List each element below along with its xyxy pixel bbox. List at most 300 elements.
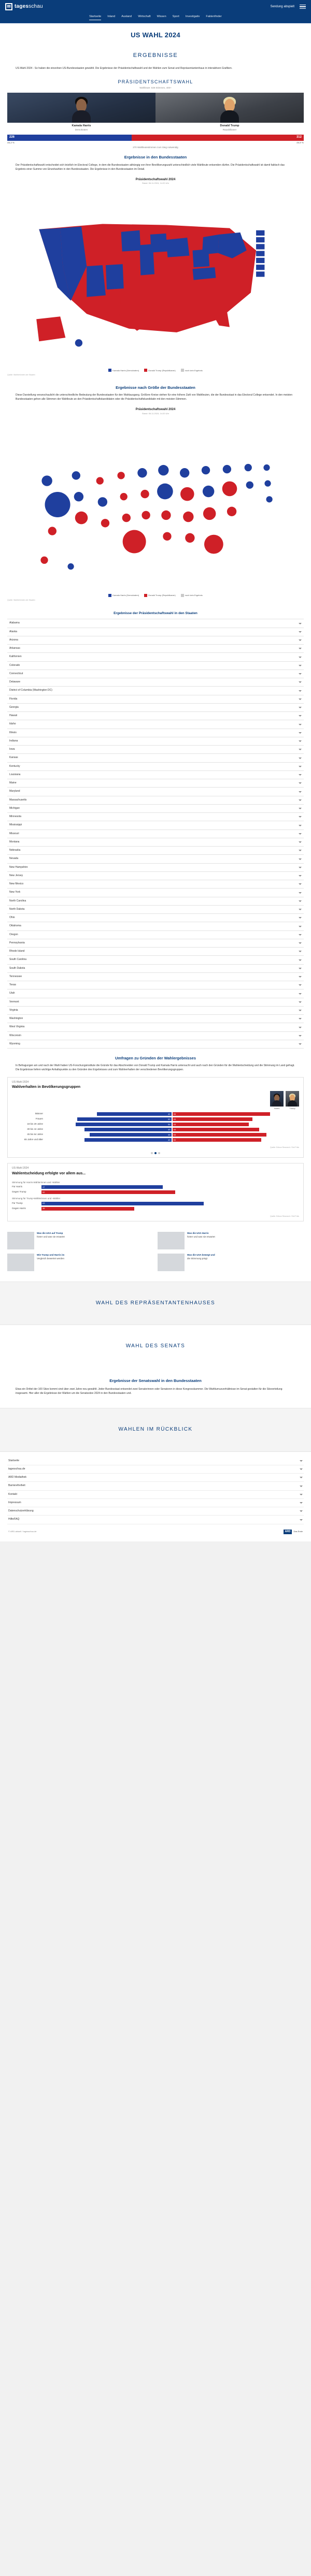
state-label: Louisiana: [9, 773, 21, 776]
chevron-down-icon[interactable]: [299, 1043, 302, 1045]
electoral-percent-row: [7, 141, 304, 145]
state-row[interactable]: [7, 619, 304, 628]
chart1-bar-trump: 50: [173, 1138, 261, 1142]
teaser-col-left: [7, 1232, 153, 1275]
state-row[interactable]: [7, 729, 304, 737]
chevron-down-icon[interactable]: [299, 724, 302, 725]
state-label: Texas: [9, 983, 17, 987]
state-label: West Virginia: [9, 1025, 25, 1029]
chart-card-motivation: [7, 1163, 304, 1221]
presidential-heading: PRÄSIDENTSCHAFTSWAHL: [118, 79, 193, 84]
chevron-down-icon[interactable]: [300, 1477, 303, 1478]
map1-source: Quelle: Wahlbehörden der Staaten: [7, 374, 35, 376]
state-row[interactable]: [7, 855, 304, 863]
map1-legend-trump: [144, 369, 175, 372]
state-row[interactable]: [7, 687, 304, 695]
chevron-down-icon[interactable]: [299, 766, 302, 767]
state-row[interactable]: [7, 813, 304, 821]
chart1-group-row: [12, 1128, 299, 1131]
footer-link[interactable]: [7, 1491, 304, 1499]
map2-stand: Stand: 06.11.2024, 14:20 Uhr: [142, 412, 169, 415]
brand-secondary: schau: [29, 3, 43, 9]
state-label: North Dakota: [9, 907, 25, 911]
state-row[interactable]: [7, 737, 304, 746]
state-label: Virginia: [9, 1008, 18, 1012]
teaser-grid: [0, 1227, 311, 1282]
state-label: Minnesota: [9, 815, 22, 819]
chart1-group-label: 45 bis 64 Jahre: [27, 1133, 43, 1136]
state-label: Tennessee: [9, 974, 22, 978]
chart1-bar-harris: 49: [84, 1138, 172, 1142]
footer-link[interactable]: [7, 1516, 304, 1524]
text-block-states: [0, 151, 311, 174]
state-row[interactable]: [7, 712, 304, 720]
chevron-down-icon[interactable]: [299, 1027, 302, 1028]
chevron-down-icon[interactable]: [300, 1468, 303, 1470]
chevron-down-icon[interactable]: [299, 892, 302, 894]
chevron-down-icon[interactable]: [299, 665, 302, 666]
footer-link-label: Startseite: [8, 1459, 20, 1462]
teaser-image: [158, 1254, 185, 1271]
chart2-s2-row: [12, 1202, 299, 1205]
chart1-group-bars: [45, 1138, 299, 1142]
state-label: Indiana: [9, 739, 18, 743]
chevron-down-icon[interactable]: [299, 749, 302, 750]
state-row[interactable]: [7, 670, 304, 678]
chevron-down-icon[interactable]: [299, 984, 302, 986]
state-label: Mississippi: [9, 823, 22, 827]
chevron-down-icon[interactable]: [299, 758, 302, 759]
candidate-harris-photo: [7, 93, 156, 123]
state-row[interactable]: [7, 948, 304, 956]
chevron-down-icon[interactable]: [299, 782, 302, 784]
ard-badge: ARD: [284, 1530, 292, 1534]
footer-link[interactable]: [7, 1465, 304, 1474]
ard-logo[interactable]: [284, 1530, 303, 1534]
state-row[interactable]: [7, 746, 304, 754]
state-row[interactable]: [7, 805, 304, 813]
chart1-group-row: [12, 1138, 299, 1142]
state-row[interactable]: [7, 830, 304, 838]
map2-legend-none: [181, 594, 203, 597]
trump-percent: 49,9 %: [296, 141, 304, 144]
chevron-down-icon[interactable]: [299, 858, 302, 860]
chart1-group-bars: [45, 1123, 299, 1126]
text-block-size: [0, 381, 311, 405]
chart1-bar-harris: 49: [84, 1128, 172, 1131]
chevron-down-icon[interactable]: [299, 976, 302, 978]
chevron-down-icon[interactable]: [299, 648, 302, 649]
presidential-stand: Wahlleute: 538 Stimmen, 400+: [139, 86, 172, 89]
chart2-s2-bar: 63: [41, 1202, 204, 1205]
state-label: Hawaii: [9, 714, 18, 718]
chevron-down-icon[interactable]: [299, 825, 302, 826]
chevron-down-icon[interactable]: [299, 799, 302, 801]
chart1-face-trump-name: Trump: [289, 1107, 295, 1110]
chevron-down-icon[interactable]: [299, 791, 302, 793]
map2-legend-harris: [108, 594, 139, 597]
state-label: Oregon: [9, 933, 18, 936]
footer-link[interactable]: [7, 1474, 304, 1482]
footer-link-label: tagesschau.de: [8, 1467, 25, 1471]
footer-link-label: Barrierefreiheit: [8, 1484, 25, 1488]
state-row[interactable]: [7, 720, 304, 729]
chevron-down-icon[interactable]: [299, 850, 302, 851]
state-row[interactable]: [7, 628, 304, 636]
state-row[interactable]: [7, 788, 304, 796]
candidate-harris-name: Kamala Harris: [72, 124, 91, 128]
chevron-down-icon[interactable]: [299, 909, 302, 910]
text-block-size-body: Diese Darstellung veranschaulicht die unterschiedliche Bedeutung der Bundesstaaten für den Wahlausgang. Größere Kreise stehen für eine höhere Zahl von Wahlleuten, die der Bundesstaat in das Electoral College entsendet. In den meisten Bundesstaaten gehen alle Stimmen der Wahlleute an den Präsidentschaftskandidaten oder die Präsidentschaftskandidatin mit den meisten Stimmen.: [16, 394, 293, 401]
map1-legend-none-label: noch kein Ergebnis: [185, 369, 203, 372]
state-label: Idaho: [9, 722, 16, 726]
state-row[interactable]: [7, 763, 304, 771]
state-label: Alabama: [9, 621, 20, 625]
state-row[interactable]: [7, 922, 304, 930]
chevron-down-icon[interactable]: [299, 732, 302, 734]
chevron-down-icon[interactable]: [299, 639, 302, 641]
chevron-down-icon[interactable]: [299, 715, 302, 717]
state-label: Washington: [9, 1017, 23, 1021]
chevron-down-icon[interactable]: [299, 673, 302, 675]
state-row[interactable]: [7, 973, 304, 981]
state-row[interactable]: [7, 695, 304, 704]
chart1-bar-harris: 46: [90, 1133, 171, 1137]
nav-item-4[interactable]: Wissen: [157, 15, 166, 18]
nav-item-2[interactable]: Ausland: [121, 15, 132, 18]
state-row[interactable]: [7, 1023, 304, 1031]
footer-link-label: Impressum: [8, 1501, 21, 1504]
results-note: US-Wahl 2024 - So haben die einzelnen US-Bundesstaaten gewählt. Die Ergebnisse der Präsidentschaftswahl und der Wahlen zum Senat und Repräsentantenhaus in interaktiven Grafiken.: [16, 66, 233, 70]
state-label: Colorado: [9, 663, 20, 667]
harris-percent: 48,3 %: [7, 141, 15, 144]
state-row[interactable]: [7, 872, 304, 880]
chart2-head: [8, 1163, 303, 1177]
state-row[interactable]: [7, 1007, 304, 1015]
state-row[interactable]: [7, 653, 304, 661]
chart1-dot-1[interactable]: [154, 1152, 157, 1154]
state-row[interactable]: [7, 636, 304, 645]
state-row[interactable]: [7, 754, 304, 762]
state-row[interactable]: [7, 704, 304, 712]
chart1-bar-trump: 53: [173, 1133, 266, 1137]
state-label: Utah: [9, 992, 15, 995]
chevron-down-icon[interactable]: [299, 942, 302, 944]
state-row[interactable]: [7, 847, 304, 855]
chevron-down-icon[interactable]: [299, 841, 302, 843]
chart2-s1-label: Für Harris: [12, 1185, 22, 1188]
results-note-block: [0, 62, 311, 74]
chevron-down-icon[interactable]: [299, 774, 302, 776]
footer-link[interactable]: [7, 1499, 304, 1507]
footer-link-label: Hilfe/FAQ: [8, 1518, 20, 1521]
nav-item-3[interactable]: Wirtschaft: [138, 15, 151, 18]
state-label: New Mexico: [9, 882, 24, 886]
map1-choropleth[interactable]: [7, 187, 304, 367]
teaser-sub: Vergleich bewertet werden: [37, 1257, 65, 1260]
map1-stand: Stand: 06.11.2024, 14:20 Uhr: [142, 182, 169, 185]
footer-link[interactable]: [7, 1457, 304, 1465]
teaser-item[interactable]: [7, 1254, 153, 1271]
map2-source: Quelle: Wahlbehörden der Staaten: [7, 599, 35, 601]
state-row[interactable]: [7, 1015, 304, 1023]
teaser-title: Was die USA Harris: [187, 1231, 209, 1234]
chart1-bar-harris: 53: [77, 1117, 171, 1121]
state-label: Michigan: [9, 806, 20, 810]
state-row[interactable]: [7, 931, 304, 939]
footer-link-label: ARD Mediathek: [8, 1476, 27, 1479]
top-bar: [0, 0, 311, 13]
state-row[interactable]: [7, 906, 304, 914]
chevron-down-icon[interactable]: [299, 934, 302, 936]
map1-legend-trump-label: Donald Trump (Republikaner): [148, 369, 176, 372]
candidate-harris: [7, 93, 156, 132]
page-title-band: [0, 23, 311, 43]
state-label: North Carolina: [9, 899, 26, 903]
chart2-s1-row: [12, 1185, 299, 1189]
chevron-down-icon[interactable]: [299, 707, 302, 708]
states-accordion-title: Ergebnisse der Präsidentschaftswahl in den Staaten: [114, 612, 197, 616]
map1-legend-harris: [108, 369, 139, 372]
state-row[interactable]: [7, 1040, 304, 1049]
candidate-trump-photo: [156, 93, 304, 123]
candidates-row: [0, 93, 311, 132]
teaser-col-right: [158, 1232, 304, 1275]
chart1-group-label: 65 Jahre und älter: [24, 1138, 43, 1141]
chevron-down-icon[interactable]: [299, 951, 302, 952]
teaser-item[interactable]: [7, 1232, 153, 1249]
chart2-s1-bar: 47: [41, 1185, 163, 1189]
state-label: South Dakota: [9, 966, 25, 970]
chart2-source: Quelle: Edison Research / Exit Polls: [270, 1215, 299, 1217]
chart1-group-row: [12, 1112, 299, 1116]
map1-legend: [0, 367, 311, 373]
banner-senate[interactable]: WAHL DES SENATS: [0, 1325, 311, 1368]
electoral-threshold-note: 270 Wahlleutestimmen zum Sieg notwendig: [133, 146, 178, 149]
nav-item-6[interactable]: Investigativ: [185, 15, 200, 18]
state-row[interactable]: [7, 821, 304, 829]
teaser-image: [158, 1232, 185, 1249]
chevron-down-icon[interactable]: [299, 623, 302, 624]
survey-heading: Umfragen zu Gründen der Wahlergebnisses: [115, 1056, 196, 1061]
map2-title: Präsidentschaftswahl 2024: [135, 408, 176, 412]
brand-logo[interactable]: [5, 3, 43, 11]
teaser-sub: hinter und was sie erwartet: [37, 1235, 65, 1239]
state-label: Montana: [9, 840, 20, 843]
chart1-dot-2[interactable]: [158, 1152, 160, 1154]
map1-svg[interactable]: [7, 187, 304, 367]
chevron-down-icon[interactable]: [299, 959, 302, 961]
tagesschau-mark-icon: [5, 3, 12, 10]
text-block-states-title: Ergebnisse in den Bundesstaaten: [124, 154, 187, 159]
chevron-down-icon[interactable]: [299, 867, 302, 868]
nav-item-7[interactable]: Faktenfinder: [206, 15, 222, 18]
state-row[interactable]: [7, 796, 304, 805]
state-row[interactable]: [7, 645, 304, 653]
chevron-down-icon[interactable]: [299, 631, 302, 633]
state-row[interactable]: [7, 998, 304, 1007]
chevron-down-icon[interactable]: [299, 1035, 302, 1037]
state-label: Illinois: [9, 731, 17, 734]
electoral-bar: [7, 135, 304, 141]
state-label: Maryland: [9, 790, 20, 793]
state-row[interactable]: [7, 981, 304, 989]
chart2-title: Wahlentscheidung erfolgte vor allem aus...: [12, 1171, 86, 1175]
footer-link[interactable]: [7, 1507, 304, 1516]
footer-bottom: [0, 1524, 311, 1541]
chevron-down-icon[interactable]: [299, 926, 302, 927]
state-label: Delaware: [9, 680, 21, 684]
senate-text-title: Ergebnisse der Senatswahl in den Bundesstaaten: [109, 1378, 202, 1383]
chevron-down-icon[interactable]: [299, 993, 302, 995]
senate-text-body: Etwa ein Drittel der 100 Sitze kommt sind über zwei Jahre neu gewählt. Jeder Bundesstaat entsendet zwei Senatorinnen oder Senatoren in diese Kongresskammer. Die Wahlturnusverhältnisse im Senat gestalten für die Sitzverteilung insgesamt. Hier aller die Ergebnisse der Wahlen um die Senatssitze 2024 in den Bundesstaaten und.: [16, 1387, 282, 1395]
chevron-down-icon[interactable]: [300, 1510, 303, 1512]
chart1-dot-0[interactable]: [151, 1152, 153, 1154]
chart-card-groups: [7, 1077, 304, 1158]
chevron-down-icon[interactable]: [299, 657, 302, 658]
chevron-down-icon[interactable]: [299, 875, 302, 877]
chart2-s2-label: Für Trump: [12, 1201, 23, 1204]
teaser-sub: hinter und was sie erwartet: [187, 1235, 215, 1239]
chart1-group-bars: [45, 1128, 299, 1131]
chart1-bar-trump: 49: [173, 1128, 260, 1131]
chevron-down-icon[interactable]: [299, 816, 302, 818]
chevron-down-icon[interactable]: [299, 883, 302, 885]
chevron-down-icon[interactable]: [299, 833, 302, 835]
banner-retrospect[interactable]: WAHLEN IM RÜCKBLICK: [0, 1408, 311, 1451]
state-row[interactable]: [7, 678, 304, 687]
state-label: District of Columbia (Washington DC): [9, 689, 52, 692]
nav-item-0[interactable]: Startseite: [89, 15, 101, 20]
state-row[interactable]: [7, 779, 304, 788]
chart1-pagination[interactable]: [8, 1152, 303, 1157]
teaser-title: Was die USA bewegt und: [187, 1253, 215, 1256]
state-label: New Jersey: [9, 874, 23, 877]
footer-link-label: Kontakt: [8, 1492, 17, 1496]
teaser-title: Was die USA auf Trump: [37, 1231, 63, 1234]
state-label: South Carolina: [9, 958, 27, 962]
state-label: Kalifornien: [9, 655, 22, 659]
electoral-bar-harris: 226: [7, 135, 132, 141]
teaser-image: [7, 1232, 34, 1249]
chart1-bar-trump: 55: [173, 1112, 270, 1116]
teaser-item[interactable]: [158, 1254, 304, 1271]
chart1-candidate-faces: [8, 1091, 303, 1110]
state-row[interactable]: [7, 939, 304, 948]
state-row[interactable]: [7, 1032, 304, 1040]
chart2-s2-row: [12, 1207, 299, 1211]
state-row[interactable]: [7, 864, 304, 872]
chart1-group-row: [12, 1117, 299, 1121]
candidate-trump-party: Republikaner: [222, 128, 237, 132]
map2-legend-none-label: noch kein Ergebnis: [185, 594, 203, 597]
state-label: Florida: [9, 697, 18, 701]
chevron-down-icon[interactable]: [300, 1486, 303, 1487]
state-label: Connecticut: [9, 672, 23, 675]
state-row[interactable]: [7, 989, 304, 998]
chart1-bar-harris: 42: [97, 1112, 172, 1116]
chevron-down-icon[interactable]: [299, 698, 302, 700]
state-row[interactable]: [7, 897, 304, 906]
chevron-down-icon[interactable]: [300, 1502, 303, 1504]
chevron-down-icon[interactable]: [299, 1010, 302, 1011]
nav-item-1[interactable]: Inland: [107, 15, 116, 18]
chart2-s1-label: Gegen Trump: [12, 1190, 26, 1194]
map2-legend: [0, 592, 311, 598]
state-row[interactable]: [7, 771, 304, 779]
state-label: Wyoming: [9, 1042, 20, 1045]
survey-body: In Befragungen am und nach der Wahl haben US-Forschungsinstitute die Gründe für das Abschneiden von Donald Trump und Kamala Harris untersucht und auch nach den Gründen für die Wahlentscheidung und die Stimmung im Land gefragt. Die Ergebnisse liefern wichtige Anhaltspunkte zu den Gründen des Ergebnisses und zum Wahlverhalten der verschiedenen Bevölkerungsgruppen.: [16, 1064, 295, 1072]
chart1-source: Quelle: Edison Research / Exit Polls: [270, 1146, 299, 1149]
chevron-down-icon[interactable]: [300, 1519, 303, 1521]
chevron-down-icon[interactable]: [299, 1001, 302, 1003]
chart1-group-bars: [45, 1112, 299, 1116]
chevron-down-icon[interactable]: [299, 968, 302, 969]
copyright: © ARD-aktuell / tagesschau.de: [8, 1530, 37, 1533]
text-block-states-body: Der Präsidentschaftswahl entscheidet sich letztlich im Electoral College, in dem die Bundesstaaten abhängig von ihrer Bevölkerungszahl unterschiedlich viele Wahlleute entsenden dürfen. Die Präsidentschaftswahl ist damit faktisch das Ergebnis einer Summe von Einzelwahlen in den Bundesstaaten. Die Ergebnisse in den Bundesstaaten im Detail.: [16, 163, 285, 171]
chevron-down-icon[interactable]: [299, 1018, 302, 1020]
chevron-down-icon[interactable]: [299, 808, 302, 809]
chart2-s2-label: Gegen Harris: [12, 1206, 26, 1210]
state-row[interactable]: [7, 838, 304, 847]
state-label: Oklahoma: [9, 924, 21, 928]
teaser-sub: die Stimmung prägt: [187, 1257, 208, 1260]
map2-bubble-map[interactable]: [7, 417, 304, 592]
chart1-bar-trump: 45: [173, 1117, 252, 1121]
chart1-kicker: US-Wahl 2024: [12, 1081, 29, 1084]
chevron-down-icon[interactable]: [299, 900, 302, 902]
chart2-s2-bar: 36: [41, 1207, 134, 1211]
states-accordion: [7, 619, 304, 1049]
map2-svg[interactable]: [7, 417, 304, 592]
footer-links: [0, 1451, 311, 1524]
menu-icon[interactable]: [300, 5, 306, 9]
teaser-item[interactable]: [158, 1232, 304, 1249]
chevron-down-icon[interactable]: [300, 1460, 303, 1462]
electoral-bar-trump: 312: [132, 135, 304, 141]
footer-link[interactable]: [7, 1482, 304, 1490]
state-row[interactable]: [7, 662, 304, 670]
chart2-kicker: US-Wahl 2024: [12, 1167, 29, 1170]
state-label: Iowa: [9, 748, 15, 751]
state-label: Alaska: [9, 630, 18, 633]
state-row[interactable]: [7, 956, 304, 964]
footer-link-label: Datenschutzerklärung: [8, 1509, 34, 1513]
text-block-size-title: Ergebnisse nach Größe der Bundesstaaten: [116, 385, 195, 390]
chevron-down-icon[interactable]: [299, 690, 302, 692]
map2-legend-trump-label: Donald Trump (Republikaner): [148, 594, 176, 597]
state-row[interactable]: [7, 889, 304, 897]
state-label: Maine: [9, 781, 17, 785]
state-row[interactable]: [7, 880, 304, 889]
chevron-down-icon[interactable]: [300, 1494, 303, 1495]
state-label: Kansas: [9, 756, 18, 760]
chevron-down-icon[interactable]: [299, 681, 302, 683]
main-nav: [0, 13, 311, 23]
chevron-down-icon[interactable]: [299, 917, 302, 919]
state-row[interactable]: [7, 914, 304, 922]
state-label: Nebraska: [9, 849, 21, 852]
chart2-section1-title: Stimmung für Harris-Wählerinnen und -Wähler: [12, 1181, 60, 1184]
weather-label[interactable]: Sendung abspielt: [270, 5, 294, 8]
nav-item-5[interactable]: Sport: [172, 15, 179, 18]
state-label: Arizona: [9, 638, 18, 642]
state-row[interactable]: [7, 965, 304, 973]
results-heading: ERGEBNISSE: [133, 52, 178, 59]
map2-legend-harris-label: Kamala Harris (Demokraten): [112, 594, 139, 597]
banner-house[interactable]: WAHL DES REPRÄSENTANTENHAUSES: [0, 1282, 311, 1325]
chevron-down-icon[interactable]: [299, 740, 302, 742]
